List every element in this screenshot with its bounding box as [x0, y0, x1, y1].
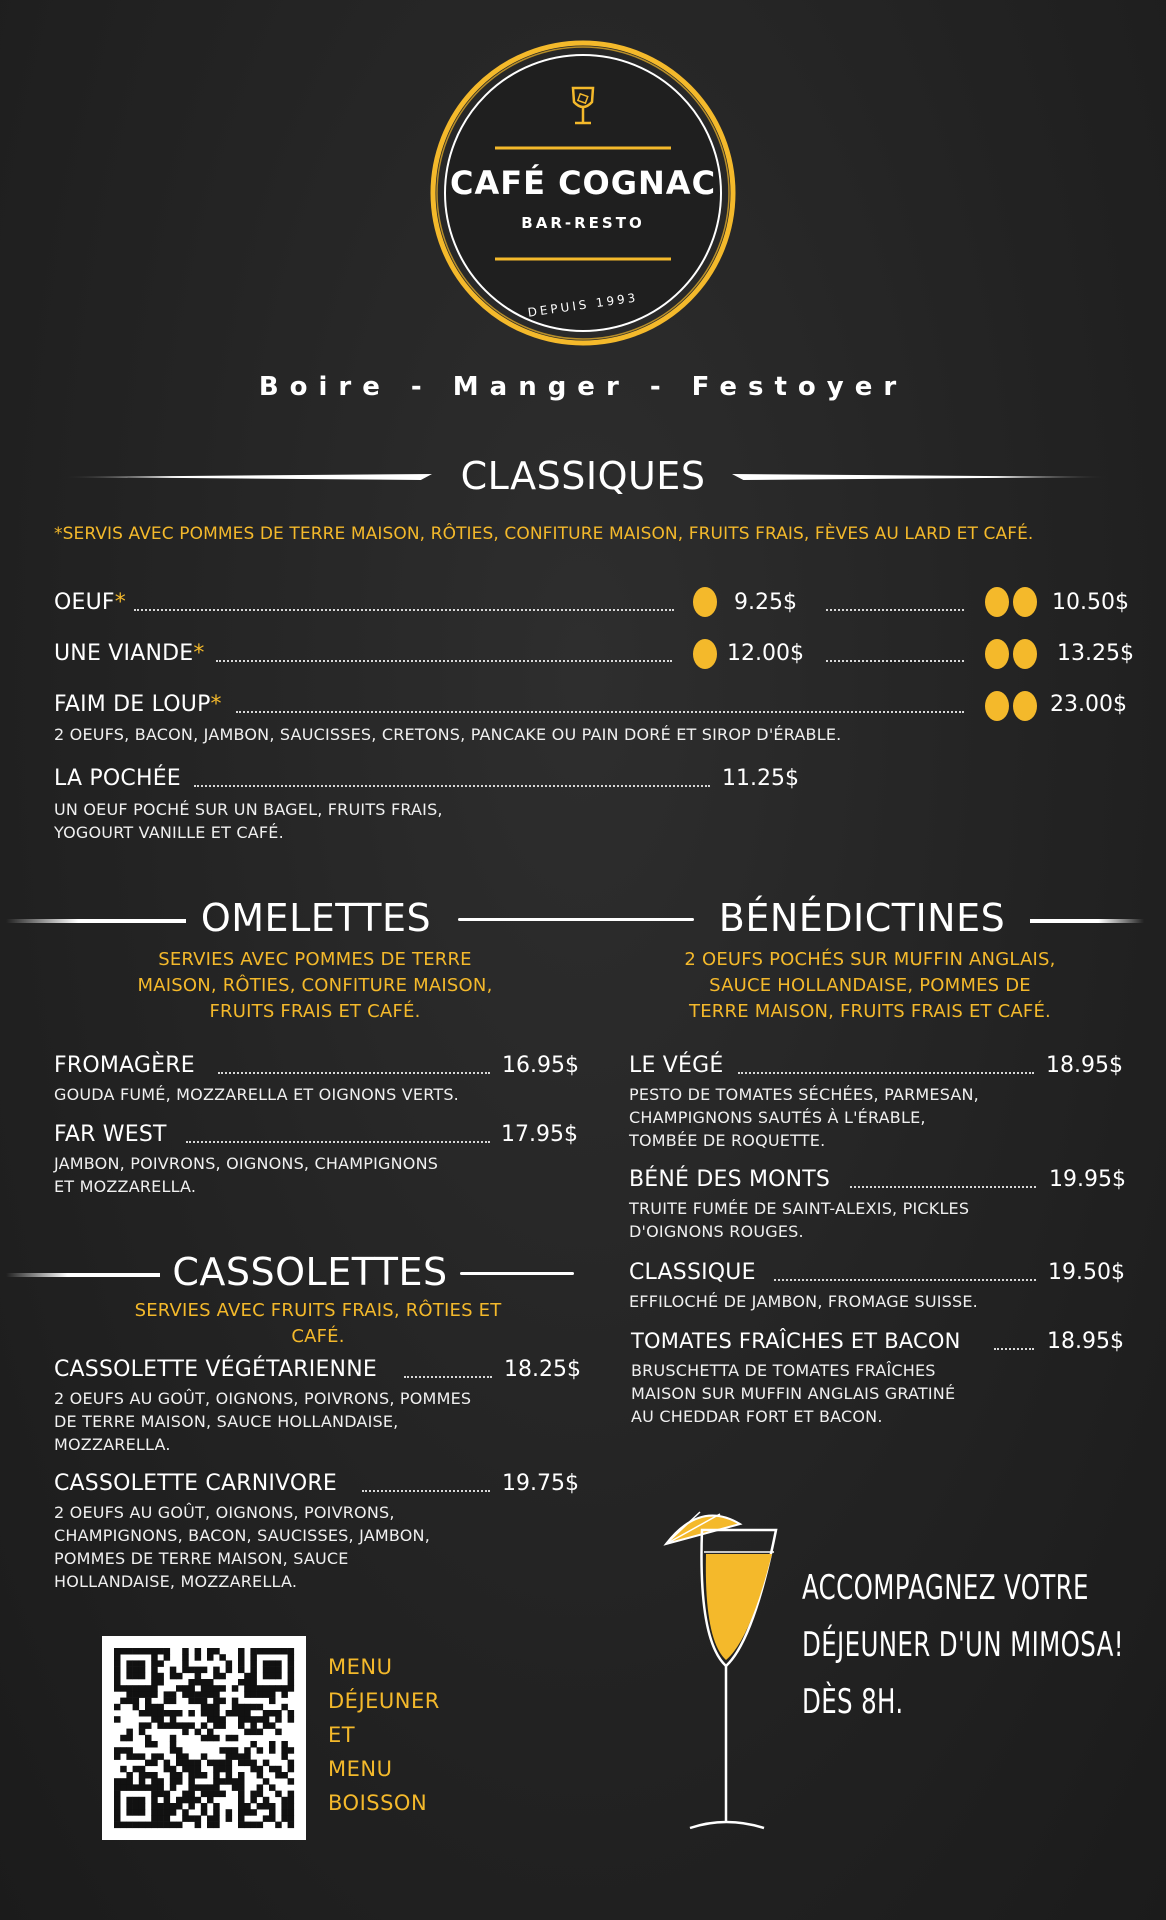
dot-leader	[134, 609, 674, 611]
menu-item-cassolette-carnivore: CASSOLETTE CARNIVORE	[54, 1471, 338, 1496]
omelettes-rule-right	[458, 918, 694, 921]
item-price: 18.25$	[504, 1357, 581, 1382]
dot-leader	[850, 1186, 1036, 1188]
price-one-egg: 12.00$	[727, 641, 804, 666]
cassolettes-subtitle: SERVIES AVEC FRUITS FRAIS, RÔTIES ET CAFÉ.	[134, 1300, 502, 1347]
egg-icon	[1012, 584, 1038, 618]
menu-item-bene-des-monts: BÉNÉ DES MONTS	[629, 1167, 831, 1192]
item-description: TRUITE FUMÉE DE SAINT-ALEXIS, PICKLES D'OIGNONS ROUGES.	[629, 1199, 970, 1241]
menu-item-classique: CLASSIQUE	[629, 1260, 756, 1285]
dot-leader	[236, 711, 964, 713]
benedictines-rule-right	[1030, 919, 1144, 923]
item-description: EFFILOCHÉ DE JAMBON, FROMAGE SUISSE.	[629, 1292, 978, 1311]
omelettes-subtitle: SERVIES AVEC POMMES DE TERRE MAISON, RÔTIES, CONFITURE MAISON, FRUITS FRAIS ET CAFÉ.	[137, 949, 493, 1022]
logo	[428, 38, 738, 348]
dot-leader	[738, 1072, 1034, 1074]
dot-leader	[774, 1279, 1036, 1281]
item-description: 2 OEUFS AU GOÛT, OIGNONS, POIVRONS, POMMES DE TERRE MAISON, SAUCE HOLLANDAISE, MOZZARELLA.	[54, 1389, 472, 1454]
menu-item-fromagere: FROMAGÈRE	[54, 1053, 195, 1078]
price-two-eggs: 13.25$	[1057, 641, 1134, 666]
menu-item-la-pochee: LA POCHÉE	[54, 766, 181, 791]
menu-item-far-west: FAR WEST	[54, 1122, 167, 1147]
price-one-egg: 9.25$	[734, 590, 797, 615]
item-price: 19.50$	[1048, 1260, 1125, 1285]
omelettes-title: OMELETTES	[200, 896, 432, 940]
tagline: Boire - Manger - Festoyer	[258, 372, 908, 402]
menu-item-oeuf: OEUF*	[54, 590, 126, 615]
dot-leader	[826, 660, 964, 662]
dot-leader	[216, 660, 672, 662]
logo-title: CAFÉ COGNAC	[449, 164, 717, 202]
cassolettes-rule-right	[460, 1272, 574, 1275]
item-price: 19.95$	[1049, 1167, 1126, 1192]
menu-item-le-vege: LE VÉGÉ	[629, 1053, 724, 1078]
qr-code-label: MENU DÉJEUNER ET MENU BOISSON	[328, 1655, 440, 1815]
item-price: 18.95$	[1047, 1329, 1124, 1354]
egg-icon	[1012, 688, 1038, 722]
menu-item-cassolette-vegetarienne: CASSOLETTE VÉGÉTARIENNE	[54, 1357, 377, 1382]
benedictines-title: BÉNÉDICTINES	[718, 896, 1006, 940]
dot-leader	[194, 785, 710, 787]
classiques-rule-left	[60, 474, 432, 480]
mimosa-glass-icon	[660, 1490, 790, 1840]
cassolettes-title: CASSOLETTES	[172, 1250, 448, 1294]
item-description: UN OEUF POCHÉ SUR UN BAGEL, FRUITS FRAIS, YOGOURT VANILLE ET CAFÉ.	[54, 800, 443, 842]
menu-item-faim-de-loup: FAIM DE LOUP*	[54, 692, 222, 717]
item-description: GOUDA FUMÉ, MOZZARELLA ET OIGNONS VERTS.	[54, 1085, 459, 1104]
dot-leader	[362, 1490, 490, 1492]
cassolettes-rule-left	[6, 1273, 160, 1277]
dot-leader	[186, 1141, 490, 1143]
classiques-note: *SERVIS AVEC POMMES DE TERRE MAISON, RÔTIES, CONFITURE MAISON, FRUITS FRAIS, FÈVES AU LARD ET CAFÉ.	[54, 524, 1034, 544]
dot-leader	[994, 1348, 1034, 1350]
price-two-eggs: 10.50$	[1052, 590, 1129, 615]
egg-icon	[984, 584, 1010, 618]
item-price: 17.95$	[501, 1122, 578, 1147]
egg-icon	[692, 584, 718, 618]
item-description: BRUSCHETTA DE TOMATES FRAÎCHES MAISON SUR MUFFIN ANGLAIS GRATINÉ AU CHEDDAR FORT ET BACON.	[631, 1361, 956, 1426]
egg-icon	[984, 636, 1010, 670]
item-price: 16.95$	[502, 1053, 579, 1078]
egg-icon	[984, 688, 1010, 722]
item-description: JAMBON, POIVRONS, OIGNONS, CHAMPIGNONS ET MOZZARELLA.	[54, 1154, 439, 1196]
menu-item-tomates-fraiches-et-bacon: TOMATES FRAÎCHES ET BACON	[631, 1329, 961, 1353]
egg-icon	[1012, 636, 1038, 670]
item-description: PESTO DE TOMATES SÉCHÉES, PARMESAN, CHAMPIGNONS SAUTÉS À L'ÉRABLE, TOMBÉE DE ROQUETTE.	[629, 1085, 979, 1150]
classiques-rule-right	[732, 474, 1110, 480]
price-two-eggs: 23.00$	[1050, 692, 1127, 717]
logo-since: DEPUIS 1993	[526, 290, 640, 320]
qr-code-icon[interactable]	[102, 1636, 306, 1840]
item-price: 18.95$	[1046, 1053, 1123, 1078]
item-description: 2 OEUFS, BACON, JAMBON, SAUCISSES, CRETONS, PANCAKE OU PAIN DORÉ ET SIROP D'ÉRABLE.	[54, 725, 842, 744]
dot-leader	[218, 1072, 490, 1074]
item-description: 2 OEUFS AU GOÛT, OIGNONS, POIVRONS, CHAMPIGNONS, BACON, SAUCISSES, JAMBON, POMMES DE TERRE MAISON, SAUCE HOLLANDAISE, MOZZARELLA.	[54, 1503, 431, 1591]
dot-leader	[404, 1376, 492, 1378]
dot-leader	[826, 609, 964, 611]
benedictines-subtitle: 2 OEUFS POCHÉS SUR MUFFIN ANGLAIS, SAUCE HOLLANDAISE, POMMES DE TERRE MAISON, FRUITS FRAIS ET CAFÉ.	[684, 949, 1056, 1022]
classiques-title: CLASSIQUES	[460, 454, 706, 498]
omelettes-rule-left	[6, 919, 186, 923]
item-price: 11.25$	[722, 766, 799, 791]
menu-item-une-viande: UNE VIANDE*	[54, 641, 205, 666]
egg-icon	[692, 636, 718, 670]
wine-glass-icon	[565, 86, 601, 126]
item-price: 19.75$	[502, 1471, 579, 1496]
logo-subtitle: BAR-RESTO	[521, 214, 645, 232]
mimosa-text: ACCOMPAGNEZ VOTRE DÉJEUNER D'UN MIMOSA! DÈS 8H.	[802, 1568, 1124, 1722]
